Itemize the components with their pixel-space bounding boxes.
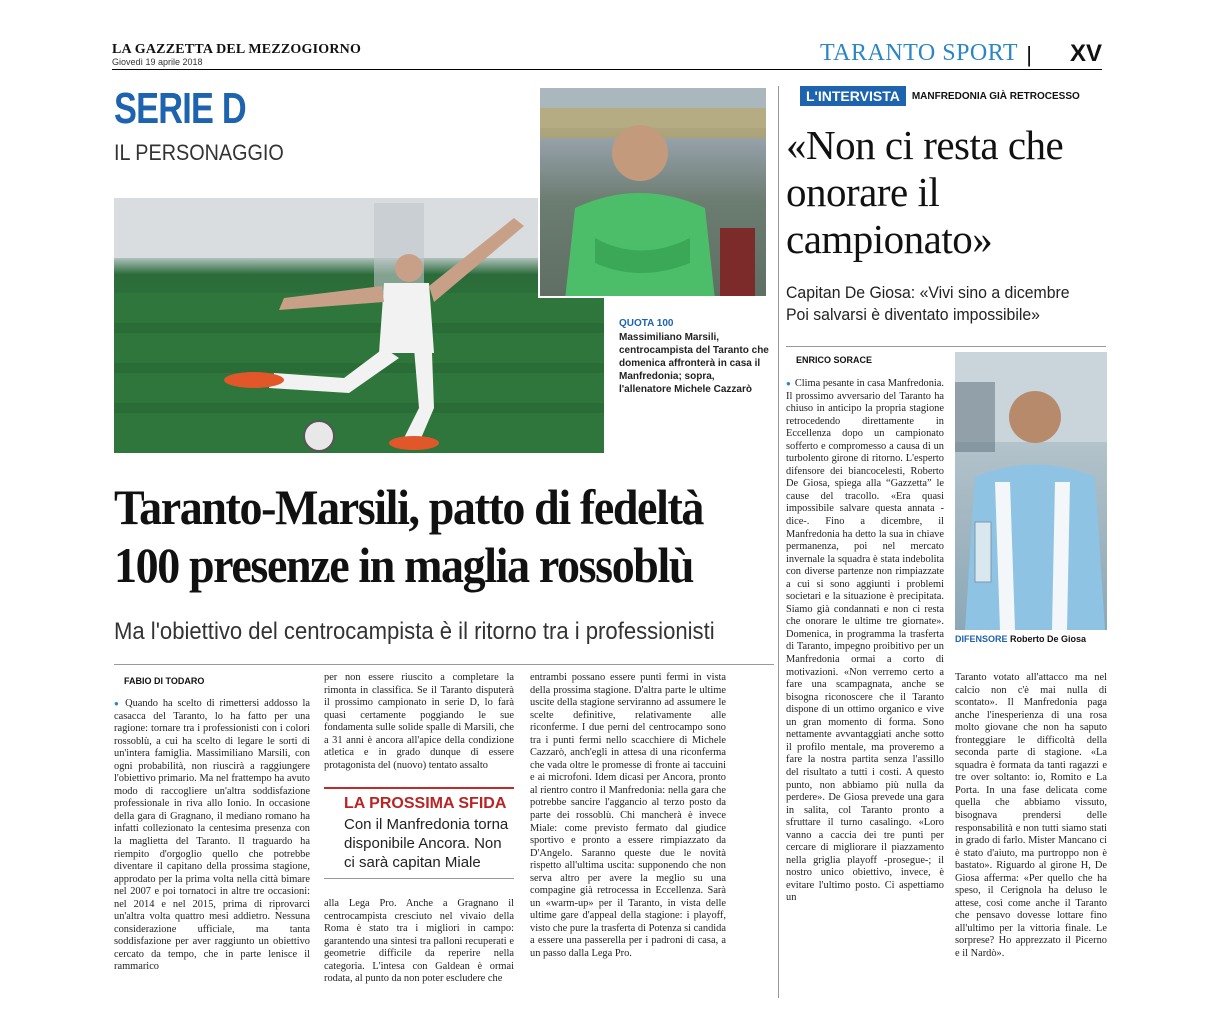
interview-col2-text: Taranto votato all'attacco ma nel calcio non c'è mai nulla di scontato». Il Manfredonia paga anche l'inesperienza di una rosa molto giovane che non ha saputo fronteggiare le difficoltà della seconda parte di stagione. «La squadra è formata da tanti ragazzi e tre over soltanto: io, Romito e La Porta. In una fase delicata come quella che abbiamo vissuto, bisognava prendersi delle responsabilità e non tutti siamo stati in grado di farlo. Mister Mancano ci è stato d'aiuto, ma purtroppo non è bastato». Riguardo al girone H, De Giosa afferma: «Per quello che ha speso, il Cerignola ha deluso le attese, così come anche il Taranto che pensavo dovesse lottare fino all'ultimo per la vittoria finale. Le sorprese? Ho apprezzato il Picerno e il Nardò». xyxy=(955,672,1107,960)
box-title: LA PROSSIMA SFIDA xyxy=(344,795,507,812)
next-match-box xyxy=(324,787,514,879)
player-action-photo xyxy=(114,198,604,453)
defender-photo xyxy=(955,352,1107,630)
interview-headline: «Non ci resta che onorare il campionato» xyxy=(786,122,1064,262)
divider xyxy=(114,664,774,665)
coach-photo xyxy=(538,86,768,298)
main-headline xyxy=(114,478,721,594)
defender-caption xyxy=(955,634,1086,644)
interview-tag-note: MANFREDONIA GIÀ RETROCESSO xyxy=(911,90,1080,102)
coach-figure-icon xyxy=(540,88,768,298)
defender-figure-icon xyxy=(955,352,1107,630)
defender-caption-label: DIFENSORE xyxy=(955,634,1008,644)
article-col3-text: entrambi possano essere punti fermi in vista della prossima stagione. D'altra parte le ultime uscite della stagione serviranno ad assumere le scelte definitive, relativamente alle riconferme. I due perni del centrocampo sono tra i punti fermi nello scacchiere di Michele Cazzarò, anch'egli in attesa di una riconferma che vada oltre le promesse di fronte ai taccuini e ai microfoni. Idem dicasi per Ancora, pronto al rientro contro il Manfredonia: nella gara che potrebbe sancire l'aggancio al terzo posto da parte dei rossoblù. Chi mancherà è invece Miale: come previsto fermato dal giudice sportivo e pronto a essere rimpiazzato da D'Angelo. Saranno queste due le novità rispetto all'ultima uscita: supponendo che non serva altro per avere la meglio su una compagine già retrocessa in Eccellenza. Sarà un «warm-up» per il Taranto, in vista delle ultime gare d'appeal della stagione: i playoff, visto che pure la trasferta di Potenza si candida a essere una passerella per i padroni di casa, a un passo dalla Lega Pro. xyxy=(530,672,726,960)
interview-col1-text: ● Clima pesante in casa Manfredonia. Il prossimo avversario del Taranto ha chiuso in anticipo la propria stagione retrocedendo direttamente in Eccellenza dopo un campionato sofferto e compromesso a causa di un turbolento girone di ritorno. L'esperto difensore dei biancocelesti, Roberto De Giosa, spiega alla “Gazzetta” le cause del tracollo. «Era quasi impossibile salvare questa annata -dice-. Fino a dicembre, il Manfredonia ha detto la sua in chiave permanenza, poi nel mercato invernale la squadra è stata indebolita con diverse partenze non rimpiazzate a cui si sono aggiunti i problemi societari e la situazione è precipitata. Siamo già condannati e non ci resta che onorare le ultime tre giornate». Domenica, in programma la trasferta di Taranto, impegno proibitivo per un Manfredonia ormai a corto di motivazioni. «Non verremo certo a fare una scampagnata, anche se bisogna riconoscere che il Taranto dispone di un ottimo organico e vive un gran momento di forma. Sono nettamente avvantaggiati anche sotto il profilo mentale, ma proveremo a fare la nostra partita senza l'assillo del risultato a tutti i costi. A questo punto, non abbiamo più nulla da perdere». De Giosa prevede una gara in salita, col Taranto pronto a sfruttare il turno casalingo. «Loro vanno a caccia dei tre punti per cercare di migliorare il piazzamento nella griglia playoff -prosegue-; il nostro unico obiettivo, invece, è evitare l'ultimo posto. Ci aspettiamo un xyxy=(786,378,944,903)
interview-tag xyxy=(800,86,1080,106)
subsection-kicker: IL PERSONAGGIO xyxy=(114,140,284,165)
interview-subheadline: Capitan De Giosa: «Vivi sino a dicembre Poi salvarsi è diventato impossibile» xyxy=(786,283,1070,324)
player-figure-icon xyxy=(114,198,604,453)
box-body: Con il Manfredonia torna disponibile Ancora. Non ci sarà capitan Miale xyxy=(344,816,509,871)
section-name: TARANTO SPORT xyxy=(819,40,1018,66)
article-col2b-text: alla Lega Pro. Anche a Gragnano il centrocampista cresciuto nel vivaio della Roma è stato tra i migliori in campo: garantendo una sintesi tra palloni recuperati e geometrie difficile da reperire nella categoria. L'intesa con Galdean è ormai rodata, al punto da non poter escludere che xyxy=(324,898,514,985)
article-col1-text: ● Quando ha scelto di rimettersi addosso la casacca del Taranto, lo ha fatto per una ragione: tornare tra i professionisti con i colori rossoblù, a cui ha scelto di legare le sorti di un'intera famiglia. Massimiliano Marsili, con ogni probabilità, non riuscirà a raggiungere l'obiettivo primario. Ma nel frattempo ha avuto modo di raccogliere un'altra soddisfazione professionale in riva allo Ionio. In occasione della gara di Gragnano, il mediano romano ha infatti collezionato la centesima presenza con la maglietta del Taranto. Il traguardo ha riempito d'orgoglio quello che potrebbe diventare il capitano della prossima stagione, approdato per la prima volta nella città bimare nel 2007 e poi tornatoci in altre tre occasioni: nel 2014 e nel 2015, prima di riprovarci un'altra volta quattro mesi addietro. Nessuna considerazione ufficiale, ma tanta soddisfazione per aver raggiunto un obiettivo cercato da tempo, che in parte lenisce il rammarico xyxy=(114,698,310,972)
article-column-2b xyxy=(324,898,514,998)
photo-caption-head: QUOTA 100 xyxy=(619,318,674,329)
masthead xyxy=(112,40,1102,70)
defender-caption-name: Roberto De Giosa xyxy=(1010,634,1087,644)
league-kicker: SERIE D xyxy=(114,84,246,133)
divider xyxy=(786,346,1106,347)
photo-caption-body: Massimiliano Marsili, centrocampista del Taranto che domenica affronterà in casa il Manfredonia; sopra, l'allenatore Michele Cazzarò xyxy=(619,332,769,395)
interview-column-1 xyxy=(786,378,944,998)
column-rule xyxy=(778,86,779,998)
article-col2a-text: per non essere riuscito a completare la rimonta in classifica. Se il Taranto disputerà il prossimo campionato in serie D, lo farà quasi certamente poggiando le sue fondamenta sulle solide spalle di Marsili, che a 31 anni è ancora all'apice della condizione atletica e in grado dunque di essere protagonista del (nuovo) tentato assalto xyxy=(324,672,514,771)
article-column-3 xyxy=(530,672,726,998)
main-subheadline: Ma l'obiettivo del centrocampista è il ritorno tra i professionisti xyxy=(114,618,715,645)
article-column-2a xyxy=(324,672,514,784)
page-number: XV xyxy=(1069,40,1102,67)
interview-label: L'INTERVISTA xyxy=(800,86,906,106)
interview-byline: ENRICO SORACE xyxy=(796,355,873,365)
article-column-1 xyxy=(114,698,310,998)
issue-date: Giovedì 19 aprile 2018 xyxy=(112,57,203,67)
headline-line-2: 100 presenze in maglia rossoblù xyxy=(114,537,694,593)
interview-column-2 xyxy=(955,672,1107,998)
headline-line-1: Taranto-Marsili, patto di fedeltà xyxy=(114,479,704,535)
article-byline: FABIO DI TODARO xyxy=(124,676,205,686)
paper-name: LA GAZZETTA DEL MEZZOGIORNO xyxy=(112,42,362,57)
page-separator: | xyxy=(1026,42,1032,67)
